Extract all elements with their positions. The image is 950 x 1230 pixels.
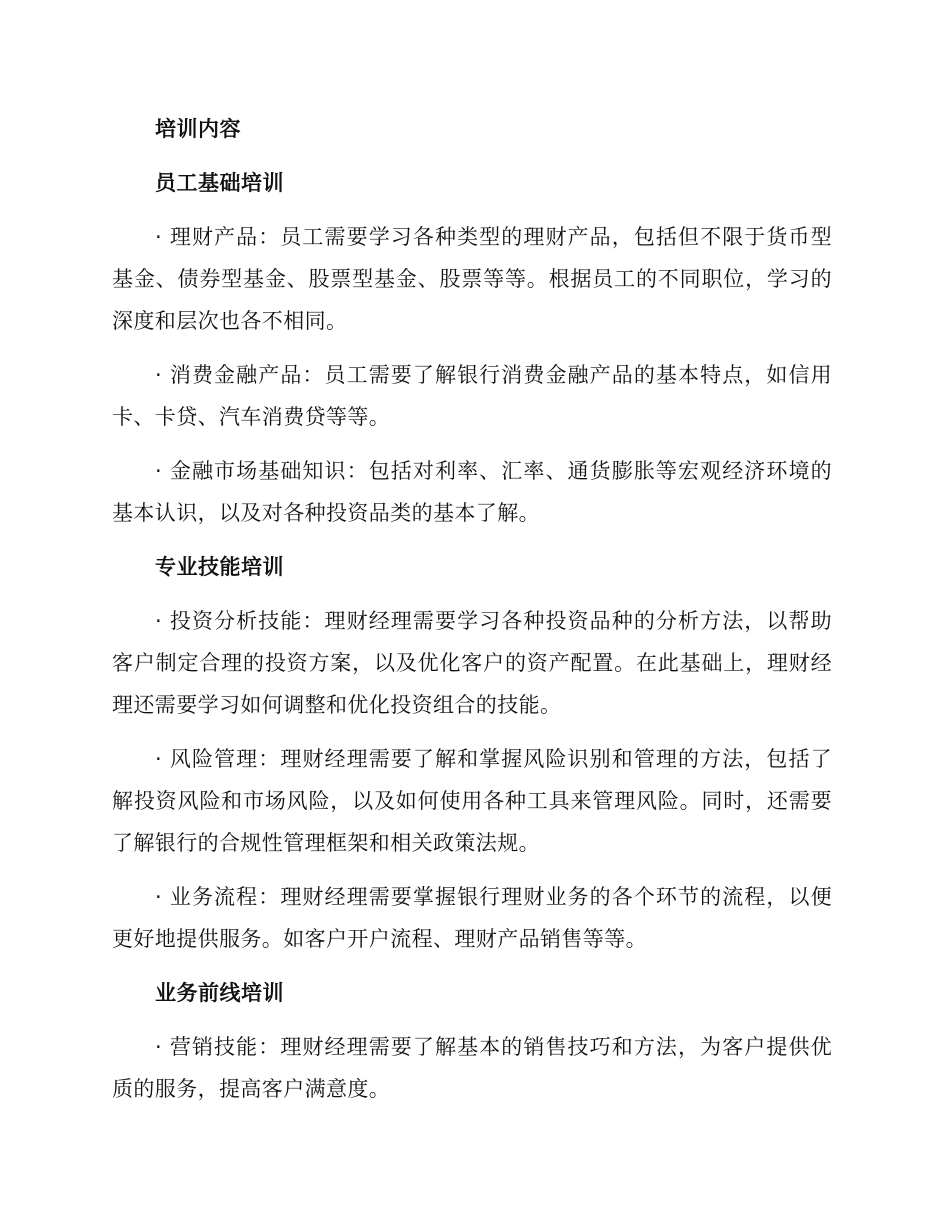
- paragraph-wealth-products: · 理财产品：员工需要学习各种类型的理财产品，包括但不限于货币型基金、债券型基金、股票型基金、股票等等。根据员工的不同职位，学习的深度和层次也各不相同。: [112, 225, 832, 333]
- paragraph-market-basics: · 金融市场基础知识：包括对利率、汇率、通货膨胀等宏观经济环境的基本认识，以及对各种投资品类的基本了解。: [112, 459, 832, 525]
- paragraph-consumer-finance: · 消费金融产品：员工需要了解银行消费金融产品的基本特点，如信用卡、卡贷、汽车消费贷等等。: [112, 363, 832, 429]
- paragraph-marketing-skills: · 营销技能：理财经理需要了解基本的销售技巧和方法，为客户提供优质的服务，提高客户满意度。: [112, 1035, 832, 1101]
- document-page: [112, 108, 832, 1122]
- paragraph-risk-management: · 风险管理：理财经理需要了解和掌握风险识别和管理的方法，包括了解投资风险和市场风险，以及如何使用各种工具来管理风险。同时，还需要了解银行的合规性管理框架和相关政策法规。: [112, 747, 832, 855]
- section-title-frontline-training: 业务前线培训: [155, 981, 284, 1005]
- paragraph-investment-analysis: · 投资分析技能：理财经理需要学习各种投资品种的分析方法，以帮助客户制定合理的投资方案，以及优化客户的资产配置。在此基础上，理财经理还需要学习如何调整和优化投资组合的技能。: [112, 609, 832, 717]
- section-title-basic-training: 员工基础培训: [155, 171, 284, 195]
- heading-training-content: 培训内容: [155, 117, 241, 141]
- paragraph-business-process: · 业务流程：理财经理需要掌握银行理财业务的各个环节的流程，以便更好地提供服务。如客户开户流程、理财产品销售等等。: [112, 885, 832, 951]
- section-title-professional-skills: 专业技能培训: [155, 555, 284, 579]
